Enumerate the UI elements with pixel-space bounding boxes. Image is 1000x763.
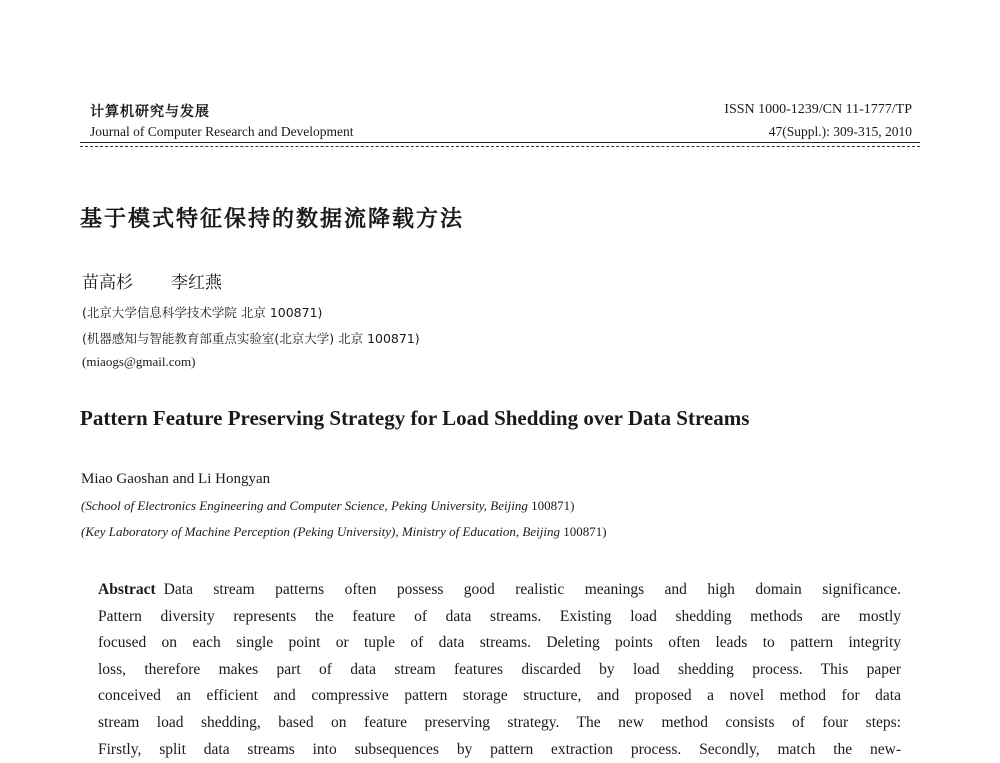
author-list-chinese [82,268,222,293]
abstract-line: loss, therefore makes part of data stream features discarded by load shedding process. This paper [98,660,901,678]
affiliation-postcode: 100871) [563,524,607,539]
header-rule-dashed [80,146,920,147]
abstract-line: focused on each single point or tuple of data streams. Deleting points often leads to pattern integrity [98,634,901,652]
abstract-line: stream load shedding, based on feature preserving strategy. The new method consists of four steps: [98,713,901,731]
author-name: 李红燕 [171,273,222,293]
abstract-section [98,577,901,763]
affiliation-chinese: (机器感知与智能教育部重点实验室(北京大学) 北京 100871) [82,331,420,346]
abstract-label: Abstract [98,581,156,598]
paper-title-english: Pattern Feature Preserving Strategy for Load Shedding over Data Streams [80,406,750,430]
affiliation-english [81,498,574,514]
abstract-line: conceived an efficient and compressive pattern storage structure, and proposed a novel method for data [98,687,901,705]
abstract-text: Data stream patterns often possess good realistic meanings and high domain significance. [163,581,901,598]
abstract-line [98,577,901,604]
author-list-english: Miao Gaoshan and Li Hongyan [81,471,271,487]
journal-volume-pages: 47(Suppl.): 309-315, 2010 [768,124,912,139]
abstract-line: Pattern diversity represents the feature of data streams. Existing load shedding methods are mostly [98,607,901,625]
journal-name-chinese: 计算机研究与发展 [90,104,210,120]
journal-name-english: Journal of Computer Research and Development [90,124,354,139]
author-email: (miaogs@gmail.com) [82,354,196,369]
affiliation-chinese: (北京大学信息科学技术学院 北京 100871) [82,305,323,320]
header-rule-solid [80,142,920,143]
affiliation-postcode: 100871) [531,498,575,513]
paper-title-chinese: 基于模式特征保持的数据流降载方法 [80,207,465,232]
affiliation-english [81,524,607,540]
affiliation-text: (School of Electronics Engineering and Computer Science, Peking University, Beijing [81,498,528,513]
affiliation-text: (Key Laboratory of Machine Perception (Peking University), Ministry of Education, Beijing [81,524,560,539]
abstract-line: Firstly, split data streams into subsequences by pattern extraction process. Secondly, match the new- [98,740,901,758]
journal-issn: ISSN 1000-1239/CN 11-1777/TP [724,102,912,117]
author-name: 苗高杉 [82,273,133,293]
